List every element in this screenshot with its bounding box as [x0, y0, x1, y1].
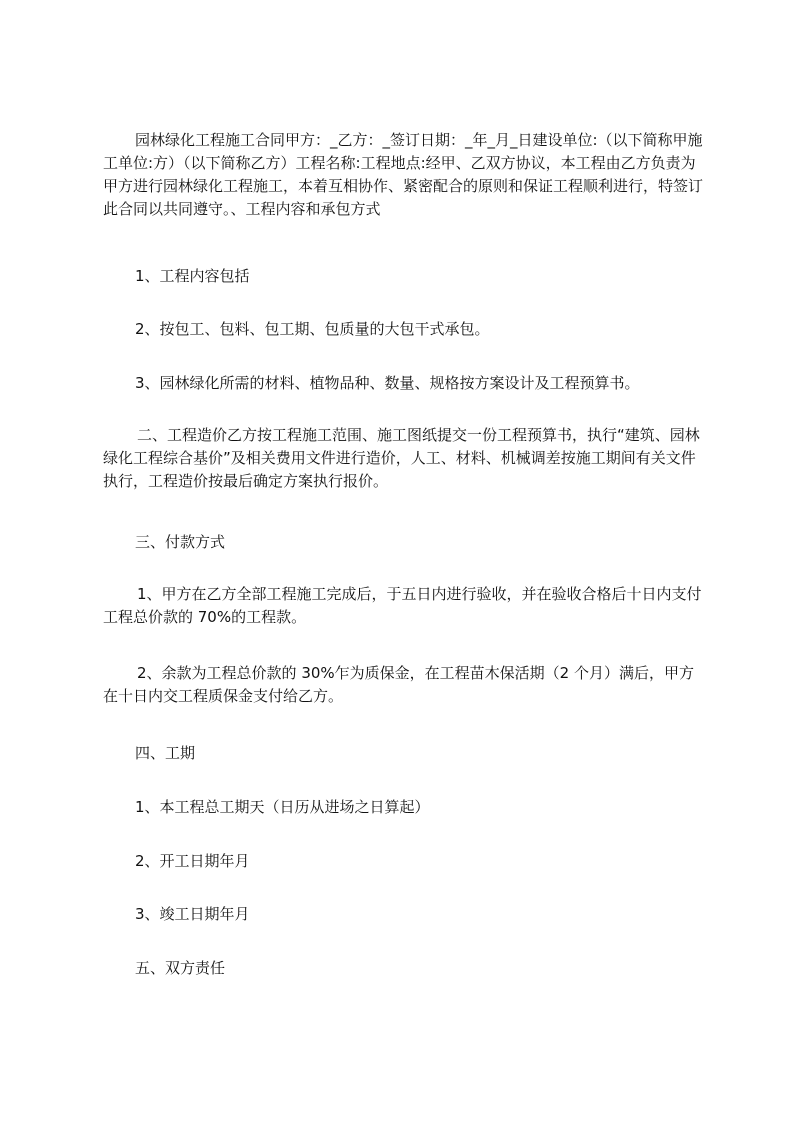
- payment-item-2: 2、余款为工程总价款的 30%乍为质保金，在工程苗木保活期（2 个月）满后，甲方在十日内交工程质保金支付给乙方。: [103, 664, 694, 705]
- schedule-item-3: 3、竣工日期年月: [135, 905, 250, 923]
- section-payment-heading: 三、付款方式: [135, 533, 226, 551]
- schedule-item-1: 1、本工程总工期天（日历从进场之日算起）: [135, 798, 430, 816]
- item-work-content: 1、工程内容包括: [135, 267, 250, 285]
- item-contract-method: 2、按包工、包料、包工期、包质量的大包干式承包。: [135, 320, 490, 338]
- payment-item-1: 1、甲方在乙方全部工程施工完成后，于五日内进行验收，并在验收合格后十日内支付工程总价款的 70%的工程款。: [103, 585, 702, 626]
- schedule-item-2: 2、开工日期年月: [135, 852, 250, 870]
- section-responsibility-heading: 五、双方责任: [135, 959, 226, 977]
- item-materials: 3、园林绿化所需的材料、植物品种、数量、规格按方案设计及工程预算书。: [135, 374, 640, 392]
- section-cost-paragraph: 二、工程造价乙方按工程施工范围、施工图纸提交一份工程预算书，执行“建筑、园林绿化工程综合基价”及相关费用文件进行造价，人工、材料、机械调差按施工期间有关文件执行，工程造价按最后确定方案执行报价。: [103, 426, 700, 490]
- section-schedule-heading: 四、工期: [135, 744, 196, 762]
- contract-intro-paragraph: 园林绿化工程施工合同甲方：_乙方：_签订日期：_年_月_日建设单位:（以下简称甲施工单位:方）（以下简称乙方）工程名称:工程地点:经甲、乙双方协议，本工程由乙方负责为甲方进行园林绿化工程施工，本着互相协作、紧密配合的原则和保证工程顺利进行，特签订此合同以共同遵守。、工程内容和承包方式: [103, 131, 704, 218]
